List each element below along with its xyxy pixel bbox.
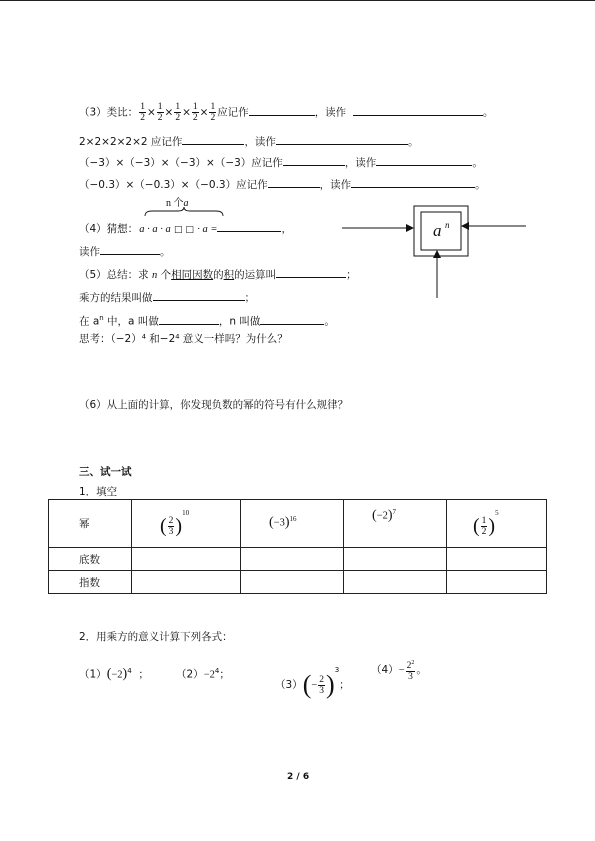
brace-label: n 个a — [166, 198, 189, 209]
diagram-base: a — [433, 221, 442, 240]
answer-blank[interactable] — [217, 221, 281, 232]
answer-blank[interactable] — [182, 134, 244, 145]
power-diagram — [340, 196, 530, 300]
placeholder-boxes: □ □ — [174, 225, 194, 235]
answer-cell[interactable] — [447, 571, 547, 594]
table-cell: $(-3)^{16}$ — [241, 500, 344, 548]
answer-blank[interactable] — [353, 105, 483, 116]
answer-cell[interactable] — [132, 548, 241, 571]
answer-blank[interactable] — [351, 177, 475, 188]
s3-line1: （3）类比： $\frac{1}{2}$ × $\frac{1}{2}$ × $\frac{1}{2}$ × $\frac{1}{2}$ × $\frac{1}{2}$ 应记作 ，读作 。 — [79, 102, 494, 123]
answer-blank[interactable] — [260, 314, 324, 325]
s5-line3: 在 $a^n$ 中，a 叫做 ，n 叫做 。 — [79, 314, 335, 328]
fraction: $\frac{1}{2}$ — [192, 102, 198, 123]
s3-line4: （−0.3）×（−0.3）×（−0.3）应记作 ，读作 。 — [79, 179, 486, 191]
table-cell: ( $\frac{1}{2}$ )$^5$ — [447, 500, 547, 548]
fraction: $\frac{1}{2}$ — [210, 102, 216, 123]
overbrace — [144, 207, 224, 217]
s4-line1: （4）猜想：a · a · a □ □ · a = ， — [79, 223, 292, 235]
answer-blank[interactable] — [249, 105, 315, 116]
answer-blank[interactable] — [276, 134, 408, 145]
s3-prefix: （3）类比： — [79, 106, 139, 119]
s5-line2: 乘方的结果叫做 ； — [79, 292, 255, 304]
s5-think: 思考：（−2）⁴ 和−2⁴ 意义一样吗？为什么？ — [79, 333, 288, 345]
answer-cell[interactable] — [241, 548, 344, 571]
row-label: 幂 — [49, 500, 132, 548]
sub-heading-1: 1．填空 — [79, 486, 118, 498]
table-cell: $(-2)^7$ — [344, 500, 447, 548]
row-label: 指数 — [49, 571, 132, 594]
answer-blank[interactable] — [283, 155, 345, 166]
exercise-3: （3）(− $\frac{2}{3}$ )$^3$； — [275, 666, 350, 699]
page-number: 2 / 6 — [287, 772, 310, 782]
sub-heading-2: 2．用乘方的意义计算下列各式： — [79, 631, 233, 643]
answer-blank[interactable] — [100, 244, 160, 255]
fraction: $\frac{1}{2}$ — [175, 102, 181, 123]
table-row — [49, 571, 547, 594]
section-heading: 三、试一试 — [79, 466, 132, 478]
answer-blank[interactable] — [376, 155, 472, 166]
fraction: $\frac{1}{2}$ — [140, 102, 145, 123]
s5-line1: （5）总结：求 n 个相同因数的积的运算叫 ； — [79, 269, 357, 281]
top-rule — [0, 0, 595, 1]
table-cell: ( $\frac{2}{3}$ )$^{10}$ — [132, 500, 241, 548]
fraction: $\frac{1}{2}$ — [157, 102, 163, 123]
s3-line2: 2×2×2×2×2 应记作 ，读作 。 — [79, 136, 419, 148]
table-row — [49, 548, 547, 571]
exercise-1: $(1)(-2)^4$ ； — [79, 666, 149, 682]
s4-line2: 读作 。 — [79, 246, 171, 258]
answer-cell[interactable] — [447, 548, 547, 571]
product-expr: a · a · a — [139, 224, 171, 235]
answer-cell[interactable] — [344, 548, 447, 571]
exercise-2: $(2)-2^4$； — [176, 667, 230, 681]
answer-blank[interactable] — [159, 314, 219, 325]
s6-question: （6）从上面的计算，你发现负数的幂的符号有什么规律？ — [79, 399, 349, 411]
answer-blank[interactable] — [153, 290, 245, 301]
s3-line3: （−3）×（−3）×（−3）×（−3）应记作 ，读作 。 — [79, 157, 483, 169]
row-label: 底数 — [49, 548, 132, 571]
answer-blank[interactable] — [276, 267, 346, 278]
exercise-4: （4）− $\frac{2^2}{3}$ 。 — [371, 659, 427, 683]
answer-cell[interactable] — [241, 571, 344, 594]
answer-cell[interactable] — [344, 571, 447, 594]
fill-table — [48, 499, 547, 594]
table-row — [49, 500, 547, 548]
answer-blank[interactable] — [268, 177, 320, 188]
diagram-exponent: n — [445, 220, 450, 230]
answer-cell[interactable] — [132, 571, 241, 594]
